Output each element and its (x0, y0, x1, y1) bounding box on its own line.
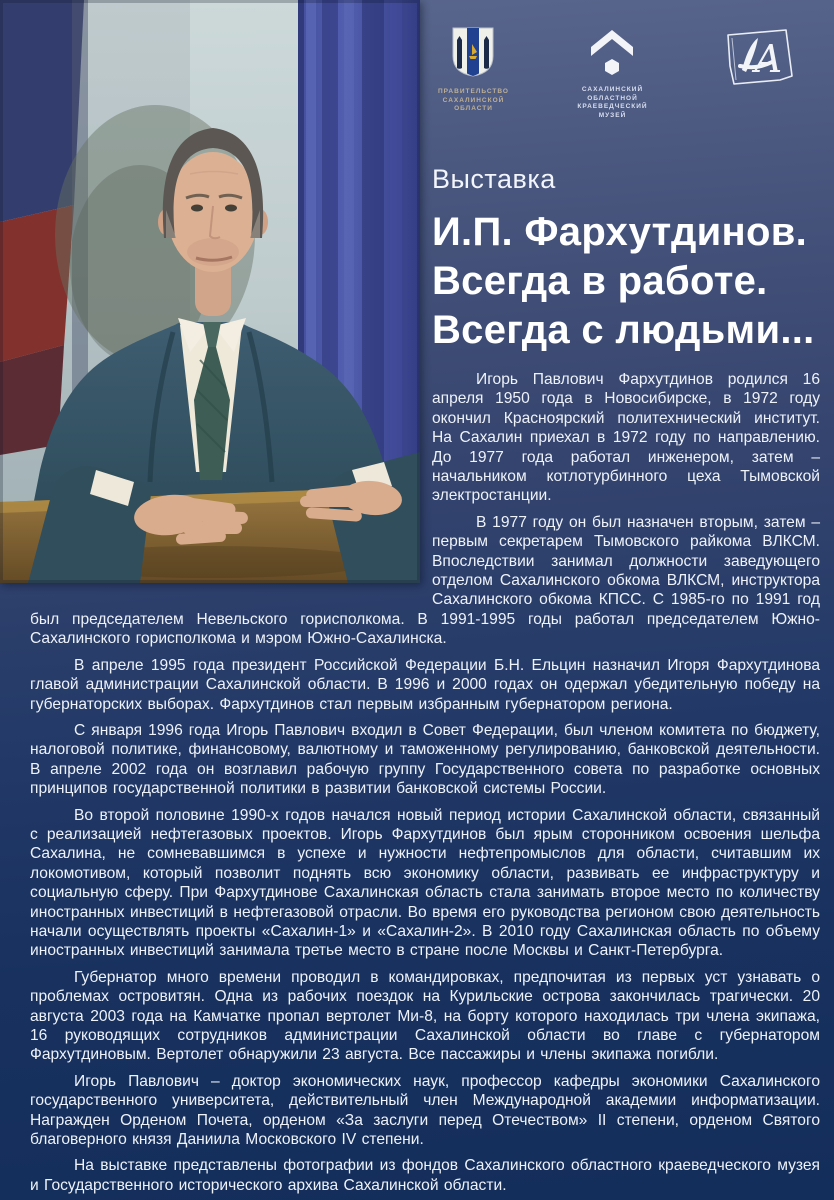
portrait-photo-illustration (0, 0, 420, 583)
logo-government-caption-line: ОБЛАСТИ (454, 105, 493, 112)
exhibition-kicker: Выставка (432, 164, 556, 194)
paragraph-exhibition-sources: На выставке представлены фотографии из фондов Сахалинского областного краеведческого музея и Государственного исторического архива Сахалинской области. (30, 1157, 820, 1194)
paragraph-federation-council: С января 1996 года Игорь Павлович входил в Совет Федерации, был членом комитета по бюджету, налоговой политике, финансовому, валютному и таможенному регулированию, банковской деятельности. В апреле 2002 года он возглавил рабочую группу Государственного совета по разработке основных принципов государственной политики в развитии банковской системы России. (30, 721, 820, 798)
sakhalin-coat-of-arms-icon (450, 26, 496, 83)
logo-government-caption-line: САХАЛИНСКОЙ (442, 96, 505, 104)
title-line-3: Всегда с людьми... (432, 308, 815, 352)
archive-calligraphic-a-icon (716, 26, 802, 97)
paragraph-oil-gas-projects: Во второй половине 1990-х годов начался новый период истории Сахалинской области, связанный с реализацией нефтегазовых проектов. Игорь Фархутдинов был ярым сторонником освоения шельфа Сахалина, не сомневавшимся в успехе и нужности нефтепромыслов для области, считавшим их локомотивом, который позволит поднять всю экономику области, развивать ее инфраструктуру и социальную сферу. При Фархутдинове Сахалинская область стала занимать второе место по количеству иностранных инвестиций в нефтегазовой отрасли. Во время его руководства регионом свою деятельность начали осуществлять проекты «Сахалин-1» и «Сахалин-2». В 2010 году Сахалинская область по объему иностранных инвестиций занимала третье место в стране после Москвы и Санкт-Петербурга. (30, 806, 820, 960)
title-line-1: И.П. Фархутдинов. (432, 210, 808, 254)
title-line-2: Всегда в работе. (432, 259, 768, 303)
paragraph-titles-awards: Игорь Павлович – доктор экономических наук, профессор кафедры экономики Сахалинского государственного университета, действительный член Международной академии информатизации. Награжден Орденом Почета, орденом «За заслуги перед Отечеством» II степени, орденом Святого благоверного князя Даниила Московского IV степени. (30, 1072, 820, 1149)
museum-roof-chevron-icon (583, 26, 641, 81)
svg-text:А: А (754, 37, 783, 81)
logo-archive (716, 26, 802, 97)
portrait-photo (0, 0, 420, 583)
logo-museum-caption-line: ОБЛАСТНОЙ (587, 94, 638, 102)
logo-museum-caption-line: САХАЛИНСКИЙ (581, 86, 644, 93)
paragraph-helicopter-tragedy: Губернатор много времени проводил в командировках, предпочитая из первых уст узнавать о проблемах островитян. Одна из рабочих поездок на Курильские острова закончилась трагически. 20 августа 2003 года на Камчатке пропал вертолет Ми-8, на борту которого находилась три члена экипажа, 16 руководящих сотрудников администрации Сахалинской области во главе с губернатором Фархутдиновым. Вертолет обнаружили 23 августа. Все пассажиры и члены экипажа погибли. (30, 968, 820, 1064)
logo-museum (577, 26, 647, 120)
header-logo-row (432, 0, 820, 120)
paragraph-governor-appointment: В апреле 1995 года президент Российской Федерации Б.Н. Ельцин назначил Игоря Фархутдинова главой администрации Сахалинской области. В 1996 и 2000 годах он одержал убедительную победу на губернаторских выборах. Фархутдинов стал первым избранным губернатором региона. (30, 656, 820, 713)
paragraph-birth-education: Игорь Павлович Фархутдинов родился 16 апреля 1950 года в Новосибирске, в 1972 году окончил Красноярский политехнический институт. На Сахалин приехал в 1972 году по направлению. До 1977 года работал инженером, затем – начальником котлотурбинного цеха Тымовской электростанции. (432, 371, 820, 505)
logo-government-caption-line: ПРАВИТЕЛЬСТВО (438, 88, 509, 95)
logo-museum-caption-line: МУЗЕЙ (598, 111, 627, 119)
logo-museum-caption-line: КРАЕВЕДЧЕСКИЙ (577, 103, 648, 110)
paragraph-komsomol-career: В 1977 году он был назначен вторым, затем – первым секретарем Тымовского райкома ВЛКСМ. Впоследствии занимал должности заведующего отделом Сахалинского обкома ВЛКСМ, инструктора Сахалинского обкома КПСС. С 1985-го по 1991 год был председателем Невельского горисполкома. В 1991-1995 годы работал председателем Южно-Сахалинского горисполкома и мэром Южно-Сахалинска. (30, 513, 820, 648)
logo-government (438, 26, 509, 114)
